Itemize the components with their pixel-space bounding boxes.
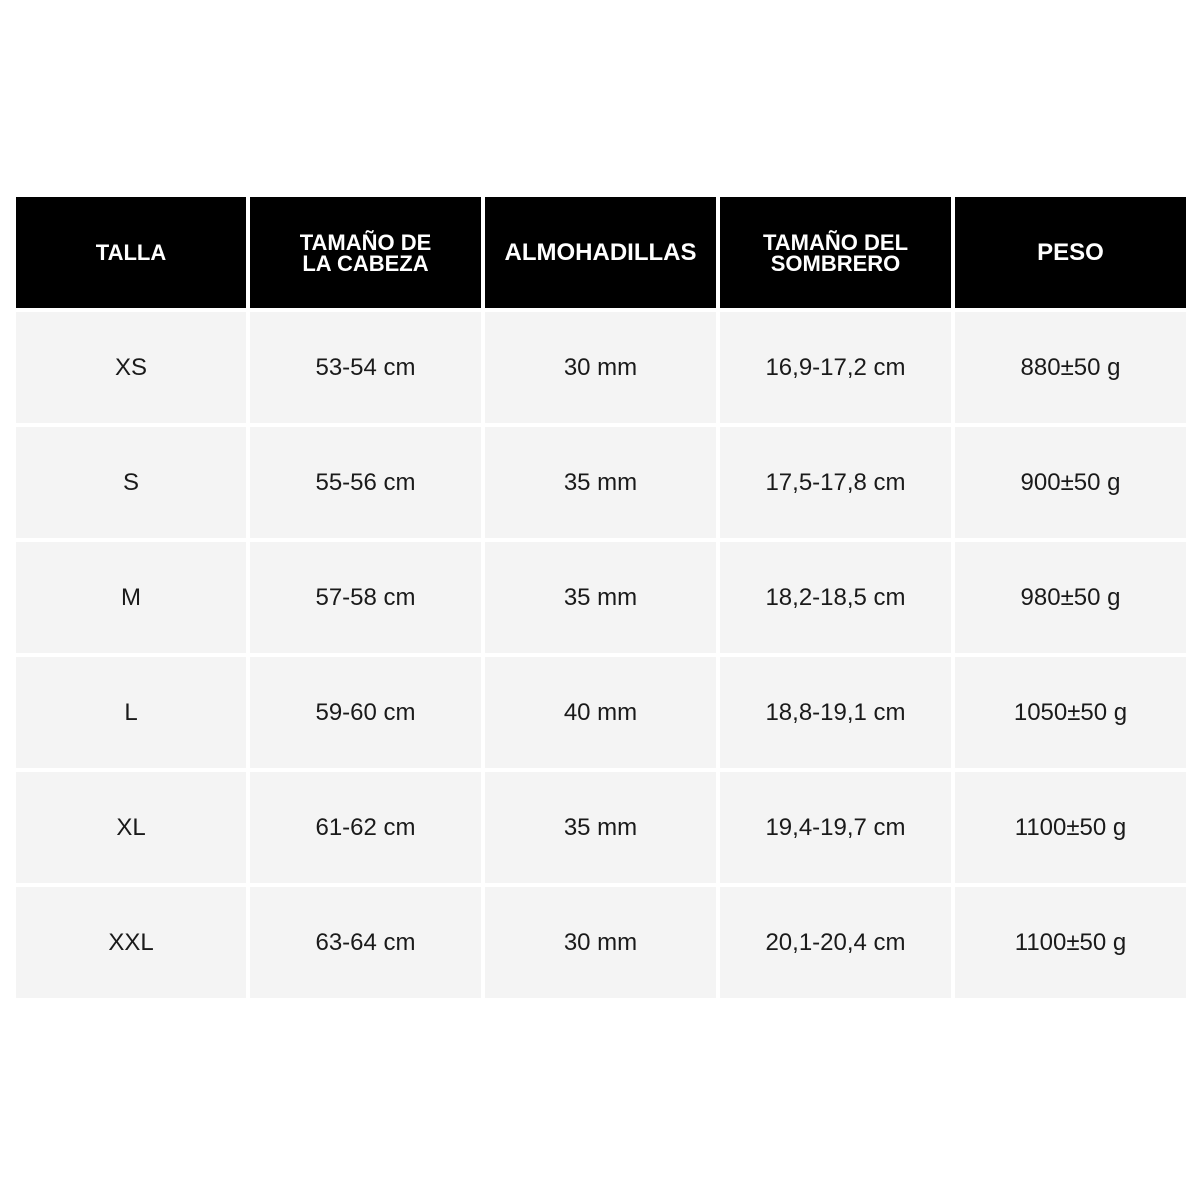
cell-hat-size: 16,9-17,2 cm: [720, 312, 951, 423]
header-hat-size: TAMAÑO DEL SOMBRERO: [720, 197, 951, 308]
cell-hat-size: 18,8-19,1 cm: [720, 657, 951, 768]
cell-size: L: [16, 657, 246, 768]
cell-size: M: [16, 542, 246, 653]
cell-hat-size: 18,2-18,5 cm: [720, 542, 951, 653]
cell-hat-size: 20,1-20,4 cm: [720, 887, 951, 998]
cell-pads: 40 mm: [485, 657, 716, 768]
cell-hat-size: 19,4-19,7 cm: [720, 772, 951, 883]
header-talla: TALLA: [16, 197, 246, 308]
cell-pads: 30 mm: [485, 887, 716, 998]
cell-head-size: 57-58 cm: [250, 542, 481, 653]
cell-weight: 980±50 g: [955, 542, 1186, 653]
header-weight: PESO: [955, 197, 1186, 308]
cell-hat-size: 17,5-17,8 cm: [720, 427, 951, 538]
cell-weight: 1100±50 g: [955, 772, 1186, 883]
size-chart-table: [16, 197, 1186, 998]
cell-size: XL: [16, 772, 246, 883]
cell-head-size: 53-54 cm: [250, 312, 481, 423]
cell-head-size: 61-62 cm: [250, 772, 481, 883]
cell-weight: 1100±50 g: [955, 887, 1186, 998]
cell-pads: 35 mm: [485, 542, 716, 653]
cell-pads: 35 mm: [485, 427, 716, 538]
cell-pads: 35 mm: [485, 772, 716, 883]
cell-pads: 30 mm: [485, 312, 716, 423]
cell-head-size: 59-60 cm: [250, 657, 481, 768]
cell-size: S: [16, 427, 246, 538]
cell-weight: 880±50 g: [955, 312, 1186, 423]
cell-head-size: 63-64 cm: [250, 887, 481, 998]
cell-weight: 1050±50 g: [955, 657, 1186, 768]
cell-size: XXL: [16, 887, 246, 998]
cell-head-size: 55-56 cm: [250, 427, 481, 538]
header-pads: ALMOHADILLAS: [485, 197, 716, 308]
cell-size: XS: [16, 312, 246, 423]
cell-weight: 900±50 g: [955, 427, 1186, 538]
header-head-size: TAMAÑO DE LA CABEZA: [250, 197, 481, 308]
